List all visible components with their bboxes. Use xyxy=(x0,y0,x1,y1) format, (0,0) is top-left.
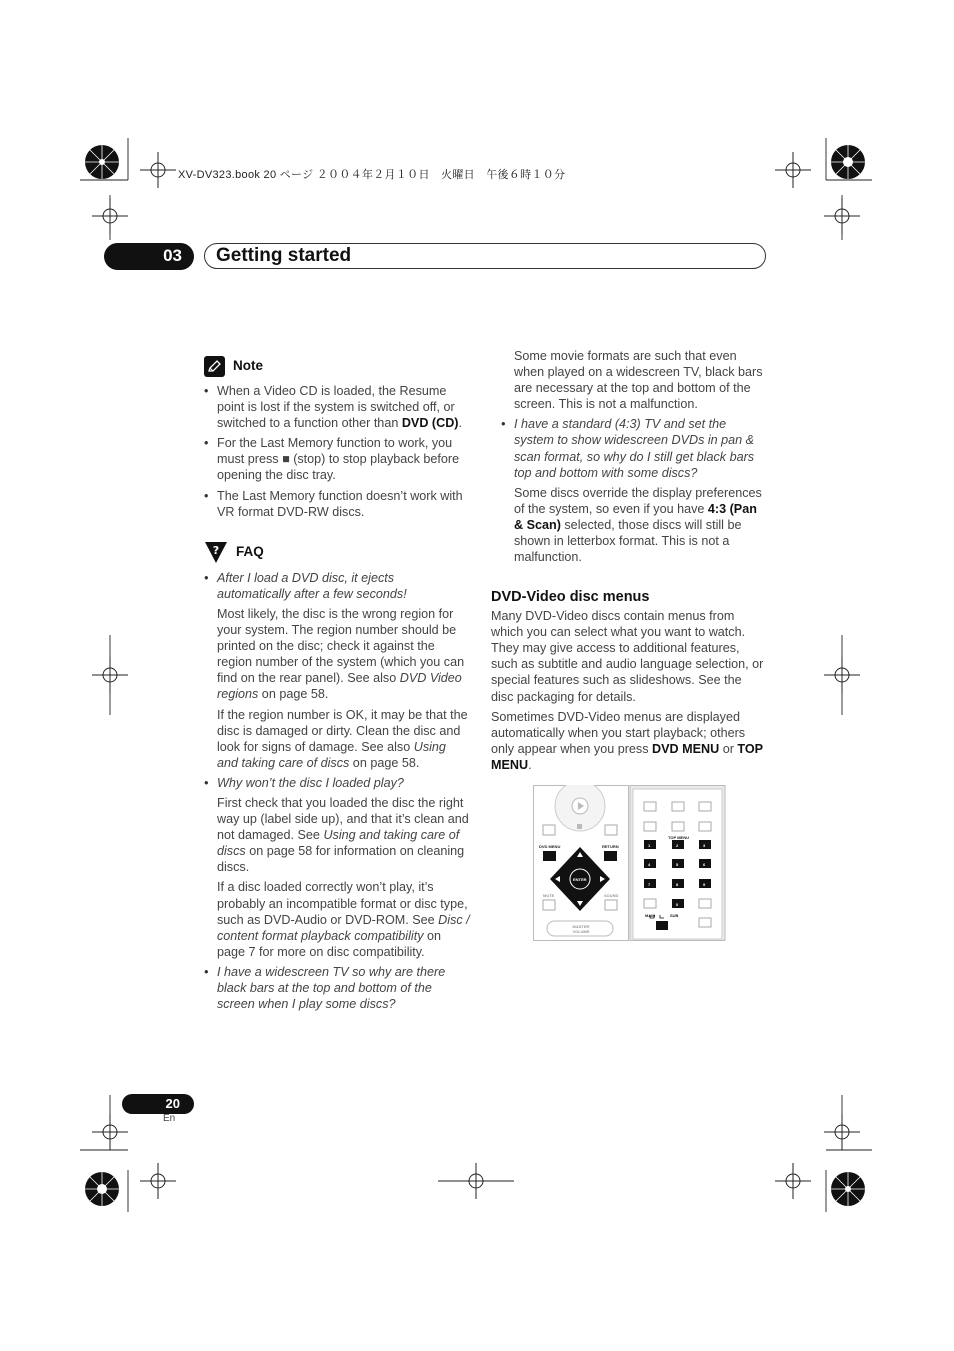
note-heading xyxy=(204,356,470,377)
print-header: XV-DV323.book 20 ページ ２００４年２月１０日 火曜日 午後６時１０分 xyxy=(178,169,566,181)
faq-answer: First check that you loaded the disc the right way up (label side up), and that it’s clean and not damaged. See Using and taking care of discs on page 58 for information on cleaning discs. xyxy=(217,795,469,875)
note-item: • The Last Memory function doesn’t work with VR format DVD-RW discs. xyxy=(204,488,470,520)
faq-answer: If the region number is OK, it may be that the disc is damaged or dirty. Clean the disc and look for signs of damage. See also Using and taking care of discs on page 58. xyxy=(217,707,468,770)
faq-heading xyxy=(204,540,470,564)
page-language: En xyxy=(163,1113,176,1124)
left-column xyxy=(204,356,470,1016)
chapter-number-badge: 03 xyxy=(104,243,194,270)
remote-digit: 9 xyxy=(703,882,706,887)
remote-key-dvd-menu: DVD MENU xyxy=(539,844,561,849)
faq-question: • Why won’t the disc I loaded play? xyxy=(204,775,470,791)
svg-text:?: ? xyxy=(212,543,220,557)
faq-answer: If a disc loaded correctly won’t play, it’s probably an incompatible format or disc type, such as DVD-Audio or DVD-ROM. See Disc / content format playback compatibility on page 7 for more on disc compatibility. xyxy=(217,880,470,959)
note-heading-label: Note xyxy=(233,358,263,374)
remote-digit: 5 xyxy=(676,862,679,867)
faq-question: • I have a widescreen TV so why are there black bars at the top and bottom of the screen when I play some discs? xyxy=(204,964,470,1012)
remote-digit: 2 xyxy=(676,843,679,848)
remote-drawing xyxy=(533,785,726,941)
pencil-note-icon xyxy=(204,356,225,377)
faq-heading-label: FAQ xyxy=(236,543,264,559)
remote-digit: 3 xyxy=(703,843,706,848)
section-title: DVD-Video disc menus xyxy=(491,589,650,605)
body-paragraph: Many DVD-Video discs contain menus from which you can select what you want to watch. They may give access to additional features, such as subtitle and audio language selection, or special features such as slideshows. See the disc packaging for details. xyxy=(491,609,764,704)
remote-digit: 0 xyxy=(676,902,679,907)
body-paragraph: Sometimes DVD-Video menus are displayed automatically when you start playback; others only appear when you press DVD MENU or TOP MENU. xyxy=(491,709,763,772)
dvd-menus-section xyxy=(491,589,767,777)
remote-key-return: RETURN xyxy=(602,844,619,849)
remote-digit: 8 xyxy=(676,882,679,887)
note-list xyxy=(204,383,470,520)
faq-answer: Most likely, the disc is the wrong region for your system. The region number should be printed on the disc; check it against the region number of the system (which you can find on the rear panel). See also DVD Video regions on page 58. xyxy=(217,606,465,702)
remote-control-illustration xyxy=(533,785,726,941)
remote-key-sound: SOUND xyxy=(604,893,619,898)
faq-list xyxy=(204,570,470,602)
remote-key-sub: SUB xyxy=(670,913,679,918)
remote-key-enter: ENTER xyxy=(573,877,587,882)
remote-digit: 7 xyxy=(648,882,651,887)
remote-digit: 6 xyxy=(703,862,706,867)
right-column xyxy=(501,348,769,569)
faq-answer: Some discs override the display preferences of the system, so even if you have 4:3 (Pan & Scan) selected, those discs will still be shown in letterbox format. This is not a malfunction. xyxy=(514,485,762,565)
remote-key-top-menu: TOP MENU xyxy=(668,835,689,840)
chapter-title: Getting started xyxy=(204,243,766,269)
note-item: • When a Video CD is loaded, the Resume point is lost if the system is switched off, or switched to a function other than DVD (CD). xyxy=(204,383,470,431)
remote-master-volume: MASTER VOLUME xyxy=(572,924,590,934)
remote-key-mute: MUTE xyxy=(543,893,555,898)
page-number: 20 xyxy=(122,1094,194,1114)
faq-question: • I have a standard (4:3) TV and set the system to show widescreen DVDs in pan & scan format, so why do I still get black bars top and bottom with some discs? xyxy=(501,416,769,480)
remote-digit: 1 xyxy=(648,843,651,848)
remote-digit: 4 xyxy=(648,862,651,867)
faq-question: • After I load a DVD disc, it ejects automatically after a few seconds! xyxy=(204,570,470,602)
faq-answer: Some movie formats are such that even when played on a widescreen TV, black bars are necessary at the top and bottom of the screen. This is not a malfunction. xyxy=(514,349,763,412)
faq-icon xyxy=(204,540,228,564)
note-item: • For the Last Memory function to work, you must press ■ (stop) to stop playback before opening the disc tray. xyxy=(204,435,470,483)
remote-key-main: MAIN xyxy=(645,913,656,918)
